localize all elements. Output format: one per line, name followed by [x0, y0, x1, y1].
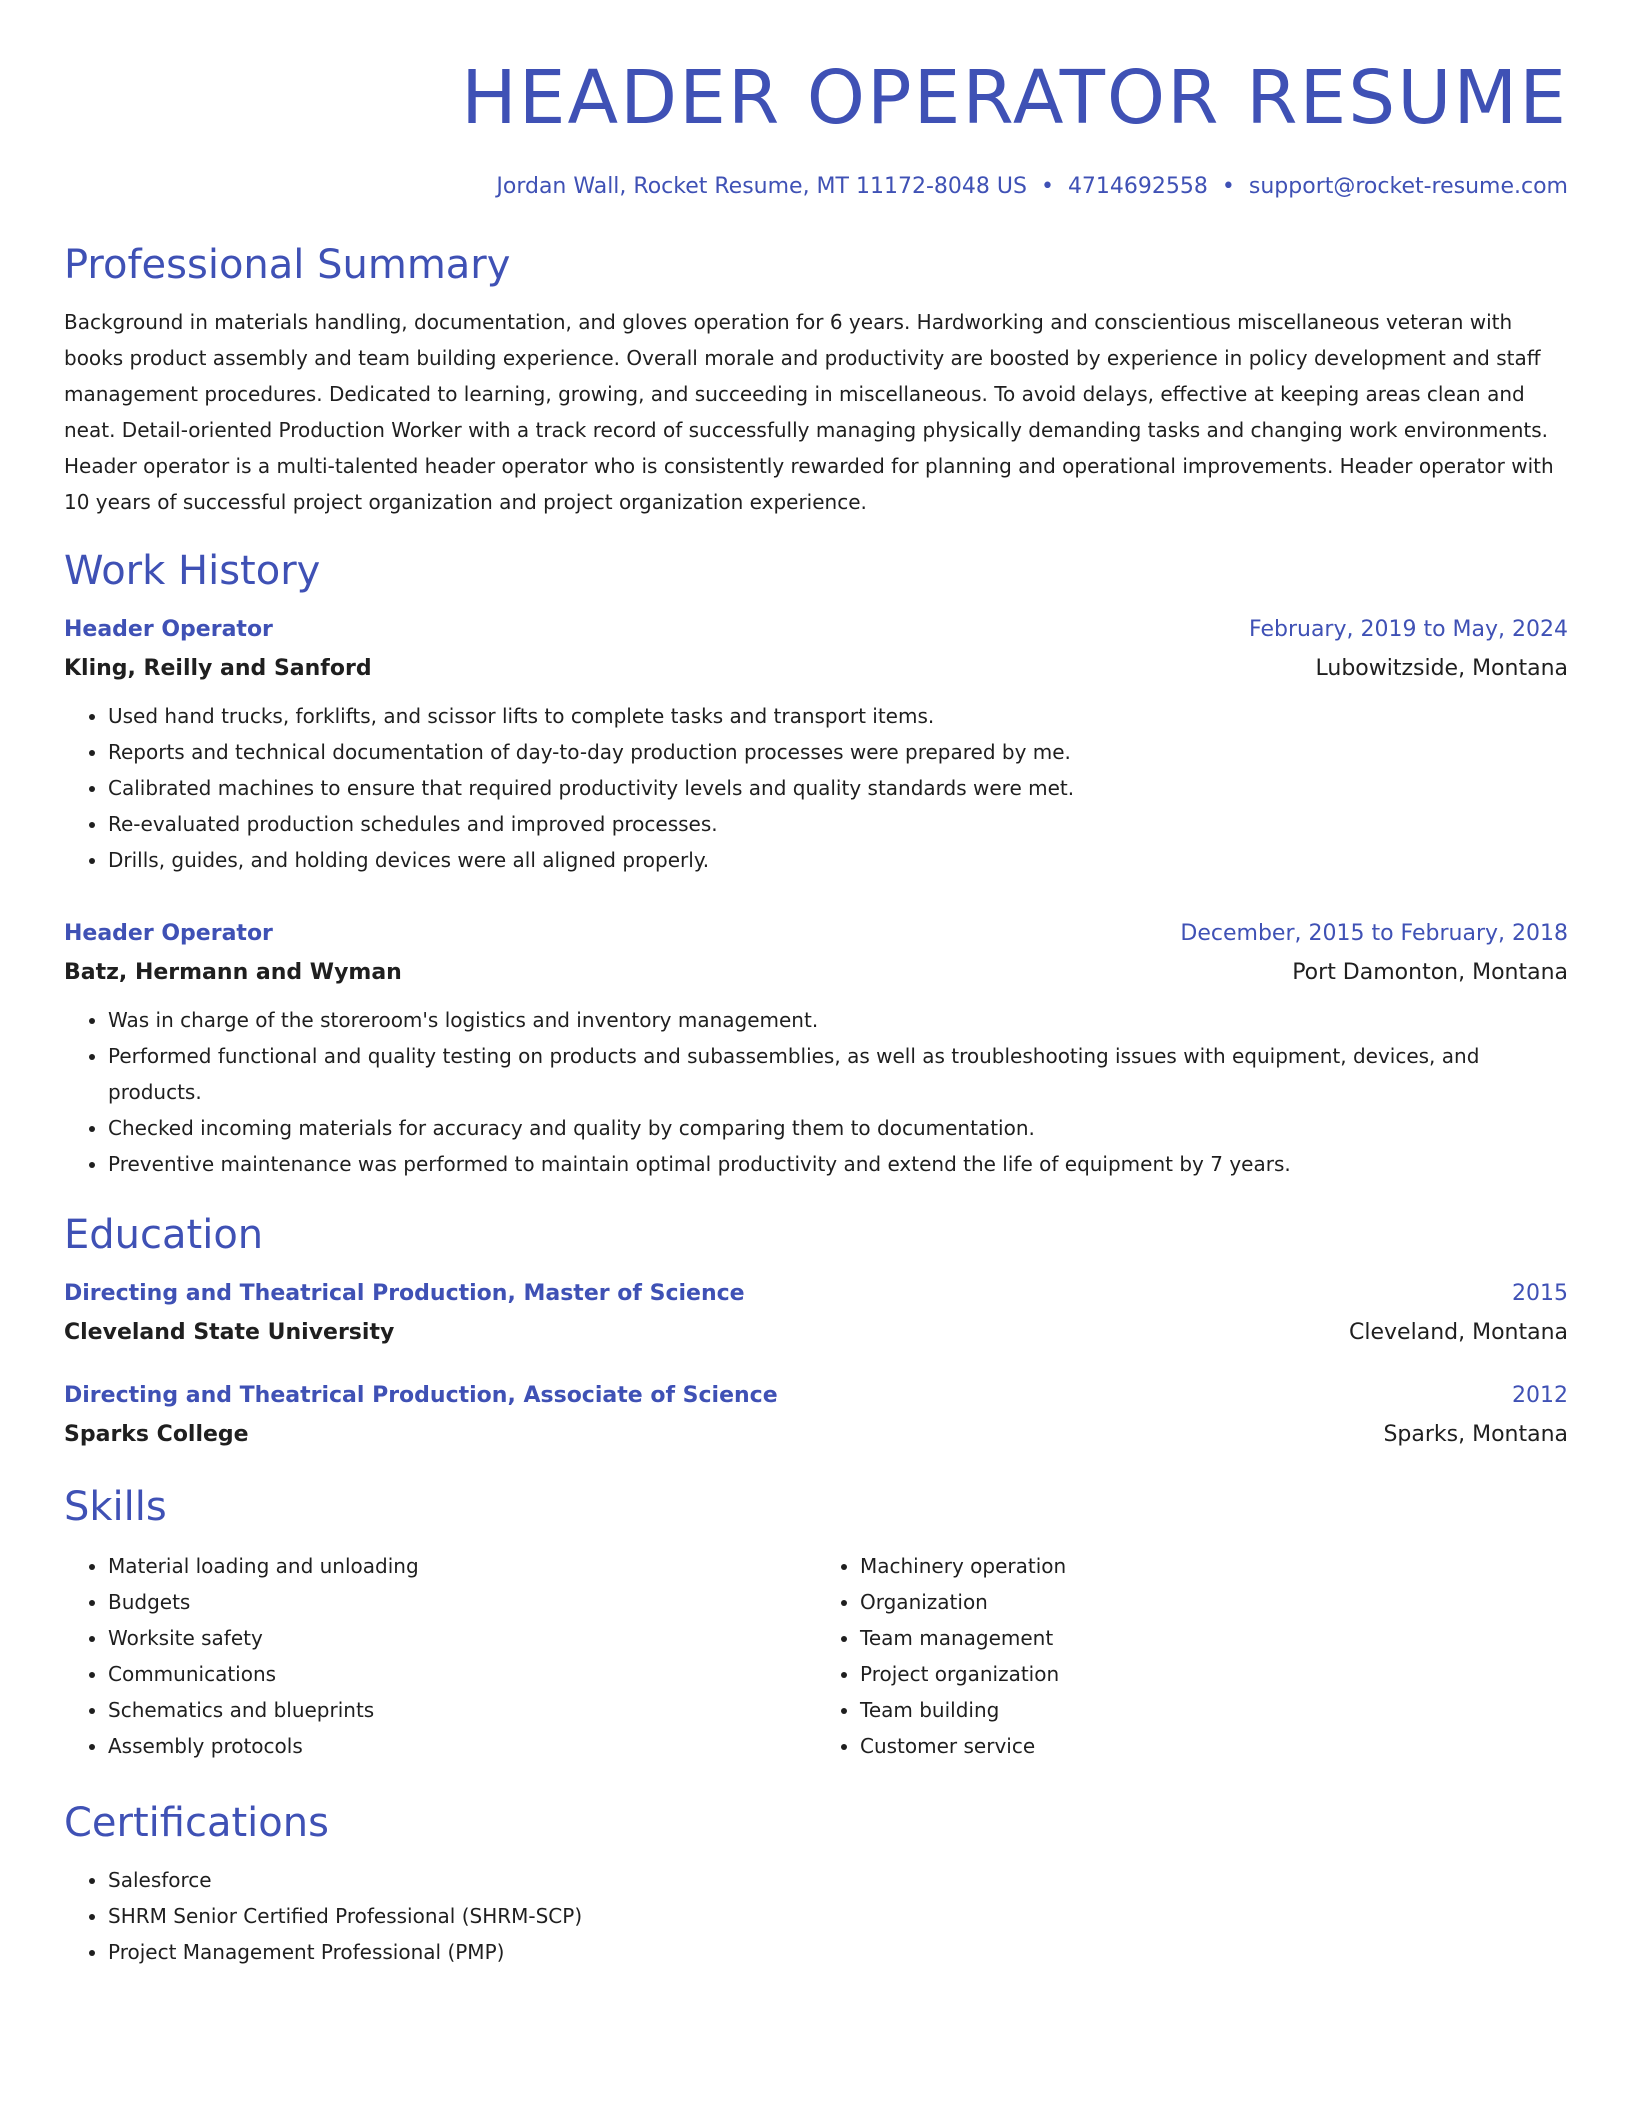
- education-school-row: [64, 1318, 1568, 1348]
- skills-list-right: [816, 1548, 1568, 1764]
- skill-item: • Assembly protocols: [108, 1728, 816, 1764]
- contact-separator: •: [1040, 174, 1054, 199]
- job-entry: [64, 614, 1568, 878]
- job-location: Lubowitzside, Montana: [1315, 656, 1568, 681]
- certification-item: • SHRM Senior Certified Professional (SHRM-SCP): [108, 1898, 1568, 1934]
- certification-item: • Salesforce: [108, 1862, 1568, 1898]
- skill-item: • Material loading and unloading: [108, 1548, 816, 1584]
- job-header-row: [64, 918, 1568, 950]
- job-duty: • Reports and technical documentation of day-to-day production processes were prepared by me.: [108, 734, 1568, 770]
- skill-item: • Communications: [108, 1656, 816, 1692]
- job-title: Header Operator: [64, 921, 273, 946]
- job-company: Batz, Hermann and Wyman: [64, 960, 402, 985]
- certification-item: • Project Management Professional (PMP): [108, 1934, 1568, 1970]
- education-location: Cleveland, Montana: [1349, 1320, 1568, 1345]
- education-entry: [64, 1380, 1568, 1450]
- job-duty: • Used hand trucks, forklifts, and scissor lifts to complete tasks and transport items.: [108, 698, 1568, 734]
- job-company-row: [64, 958, 1568, 988]
- certifications-heading: Certifications: [64, 1800, 329, 1846]
- job-dates: December, 2015 to February, 2018: [1180, 921, 1568, 946]
- education-location: Sparks, Montana: [1383, 1422, 1568, 1447]
- job-title: Header Operator: [64, 617, 273, 642]
- work-history-section: [64, 546, 1568, 1182]
- skill-item: • Organization: [860, 1584, 1568, 1620]
- job-location: Port Damonton, Montana: [1292, 960, 1568, 985]
- skill-item: • Team management: [860, 1620, 1568, 1656]
- education-section: [64, 1210, 1568, 1450]
- summary-text: Background in materials handling, documentation, and gloves operation for 6 years. Hardworking and conscientious miscellaneous veteran with books product assembly and team building experience. Overall morale and productivity are boosted by experience in policy development and staff management procedures. Dedicated to learning, growing, and succeeding in miscellaneous. To avoid delays, effective at keeping areas clean and neat. Detail-oriented Production Worker with a track record of successfully managing physically demanding tasks and changing work environments. Header operator is a multi-talented header operator who is consistently rewarded for planning and operational improvements. Header operator with 10 years of successful project organization and project organization experience.: [64, 310, 1554, 514]
- contact-line: [64, 172, 1568, 202]
- education-year: 2012: [1512, 1383, 1568, 1408]
- skills-heading: Skills: [64, 1484, 167, 1530]
- skill-item: • Budgets: [108, 1584, 816, 1620]
- job-company-row: [64, 654, 1568, 684]
- job-duty: • Calibrated machines to ensure that required productivity levels and quality standards were met.: [108, 770, 1568, 806]
- summary-section: [64, 240, 1568, 520]
- work-history-heading: Work History: [64, 548, 321, 594]
- education-header-row: [64, 1380, 1568, 1412]
- skill-item: • Worksite safety: [108, 1620, 816, 1656]
- education-degree: Directing and Theatrical Production, Associate of Science: [64, 1383, 778, 1408]
- education-school-row: [64, 1420, 1568, 1450]
- job-entry: [64, 918, 1568, 1182]
- job-duty: • Drills, guides, and holding devices were all aligned properly.: [108, 842, 1568, 878]
- contact-phone: 4714692558: [1067, 174, 1208, 199]
- job-duty: • Checked incoming materials for accuracy and quality by comparing them to documentation.: [108, 1110, 1568, 1146]
- skills-list-left: [64, 1548, 816, 1764]
- job-dates: February, 2019 to May, 2024: [1249, 617, 1568, 642]
- job-duty: • Performed functional and quality testing on products and subassemblies, as well as troubleshooting issues with equipment, devices, and products.: [108, 1038, 1568, 1110]
- skill-item: • Customer service: [860, 1728, 1568, 1764]
- job-company: Kling, Reilly and Sanford: [64, 656, 372, 681]
- education-school: Cleveland State University: [64, 1320, 395, 1345]
- job-duty: • Preventive maintenance was performed to maintain optimal productivity and extend the life of equipment by 7 years.: [108, 1146, 1568, 1182]
- resume-title: HEADER OPERATOR RESUME: [461, 55, 1568, 141]
- contact-separator: •: [1221, 174, 1235, 199]
- contact-email: support@rocket-resume.com: [1248, 174, 1568, 199]
- job-duties-list: [64, 698, 1568, 878]
- skill-item: • Schematics and blueprints: [108, 1692, 816, 1728]
- education-heading: Education: [64, 1212, 264, 1258]
- education-header-row: [64, 1278, 1568, 1310]
- skill-item: • Project organization: [860, 1656, 1568, 1692]
- skills-section: [64, 1482, 1568, 1764]
- certifications-section: [64, 1798, 1568, 1970]
- certifications-list: [64, 1862, 1568, 1970]
- education-entry: [64, 1278, 1568, 1348]
- education-degree: Directing and Theatrical Production, Master of Science: [64, 1281, 745, 1306]
- education-school: Sparks College: [64, 1422, 249, 1447]
- skills-grid: [64, 1548, 1568, 1764]
- summary-heading: Professional Summary: [64, 242, 511, 288]
- job-duties-list: [64, 1002, 1568, 1182]
- job-header-row: [64, 614, 1568, 646]
- skill-item: • Team building: [860, 1692, 1568, 1728]
- contact-address: Jordan Wall, Rocket Resume, MT 11172-8048 US: [496, 174, 1027, 199]
- skill-item: • Machinery operation: [860, 1548, 1568, 1584]
- job-duty: • Re-evaluated production schedules and improved processes.: [108, 806, 1568, 842]
- education-year: 2015: [1512, 1281, 1568, 1306]
- job-duty: • Was in charge of the storeroom's logistics and inventory management.: [108, 1002, 1568, 1038]
